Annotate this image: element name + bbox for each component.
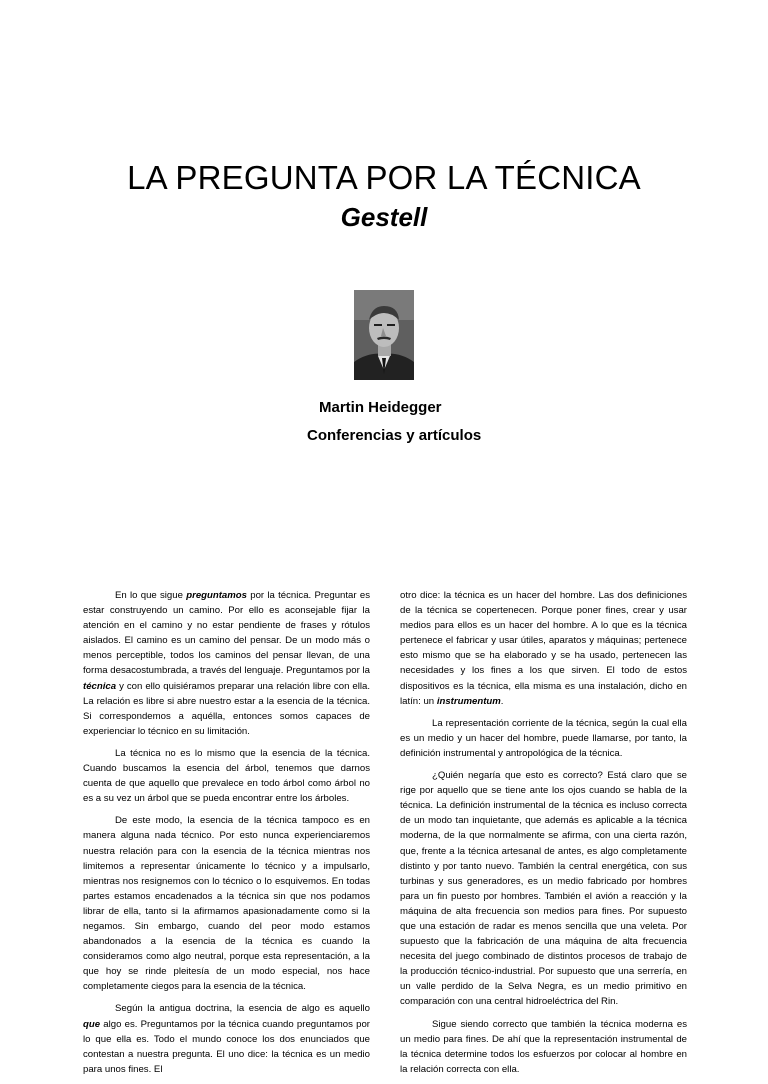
emphasis: preguntamos — [186, 590, 247, 601]
document-subtitle: Gestell — [340, 202, 428, 232]
author-name: Martin Heidegger — [319, 399, 442, 416]
paragraph: Sigue siendo correcto que también la técnica moderna es un medio para fines. De ahí que la representación instrumental de la técnica determine todos los esfuerzos por colocar al hombre en la relación correcta con ella. — [400, 1018, 687, 1075]
body-column-right — [400, 588, 687, 1084]
paragraph: Según la antigua doctrina, la esencia de algo es aquello que algo es. Preguntamos por la técnica cuando preguntamos por lo que ella es. Todo el mundo conoce los dos enunciados que contestan a nuestra pregunta. El uno dice: la técnica es un medio para unos fines. El — [83, 1003, 370, 1075]
paragraph: ¿Quién negaría que esto es correcto? Está claro que se rige por aquello que se tiene ante los ojos cuando se habla de la técnica. La definición instrumental de la técnica es incluso correcta de un modo tan inquietante, que además es aplicable a la técnica moderna, de la que normalmente se afirma, con una cierta razón, que, frente a la técnica artesanal de antes, es algo completamente distinto y por tanto nuevo. También la central energética, con sus turbinas y sus generadores, es un medio fabricado por hombres para un fin puesto por hombres. También el avión a reacción y la máquina de alta frecuencia son medios para fines. Por supuesto que una estación de radar es menos sencilla que una veleta. Por supuesto que la fabricación de una máquina de alta frecuencia necesita del juego combinado de distintos procesos de trabajo de la producción técnico-industrial. Por supuesto que una serrería, en un valle perdido de la Selva Negra, es un medio primitivo en comparación con una central hidroeléctrica del Rin. — [400, 770, 687, 1008]
emphasis: instrumentum — [436, 695, 501, 707]
emphasis: técnica — [83, 680, 117, 692]
paragraph: otro dice: la técnica es un hacer del hombre. Las dos definiciones de la técnica se copertenecen. Porque poner fines, crear y usar medios para ellos es un hacer del hombre. A lo que es la técnica pertenece el fabricar y usar útiles, aparatos y máquinas; pertenece esto mismo que se ha elaborado y se ha usado, pertenecen las necesidades y los fines a los que sirven. El todo de estos dispositivos es la técnica, ella misma es una instalación, dicho en latín: un instrumentum. — [400, 590, 687, 707]
paragraph: La representación corriente de la técnica, según la cual ella es un medio y un hacer del hombre, puede llamarse, por tanto, la definición instrumental y antropológica de la técnica. — [400, 717, 687, 759]
paragraph: La técnica no es lo mismo que la esencia de la técnica. Cuando buscamos la esencia del árbol, tenemos que darnos cuenta de que aquello que prevalece en todo árbol como árbol no es a su vez un árbol que se pueda encontrar entre los árboles. — [83, 747, 370, 805]
author-portrait — [354, 290, 414, 380]
body-column-left — [83, 588, 370, 1084]
emphasis: que — [83, 1018, 101, 1030]
paragraph: En lo que sigue preguntamos por la técnica. Preguntar es estar construyendo un camino. Por ello es aconsejable fijar la atención en el camino y no estar pendiente de frases y rótulos aislados. El camino es un camino del pensar. De un modo más o menos perceptible, todos los caminos del pensar llevan, de una forma desacostumbrada, a través del lenguaje. Preguntamos por la técnica y con ello quisiéramos preparar una relación libre con ella. La relación es libre si abre nuestro estar a la esencia de la técnica. Si correspondemos a aquélla, entonces somos capaces de experienciar lo técnico en su limitación. — [83, 590, 370, 737]
paragraph: De este modo, la esencia de la técnica tampoco es en manera alguna nada técnico. Por esto nunca experienciaremos nuestra relación para con la esencia de la técnica mientras nos limitemos a representar únicamente lo técnico y a impulsarlo, mientras nos resignemos con lo técnico o lo esquivemos. En todas partes estamos encadenados a la técnica sin que nos podamos librar de ella, tanto si la afirmamos apasionadamente como si la negamos. Sin embargo, cuando del peor modo estamos abandonados a la esencia de la técnica es cuando la consideramos como algo neutral, porque esta representación, a la que hoy se rinde pleitesía de un modo especial, nos hace completamente ciegos para la esencia de la técnica. — [83, 815, 370, 993]
publication-series: Conferencias y artículos — [307, 427, 482, 444]
document-title: LA PREGUNTA POR LA TÉCNICA — [127, 159, 641, 196]
